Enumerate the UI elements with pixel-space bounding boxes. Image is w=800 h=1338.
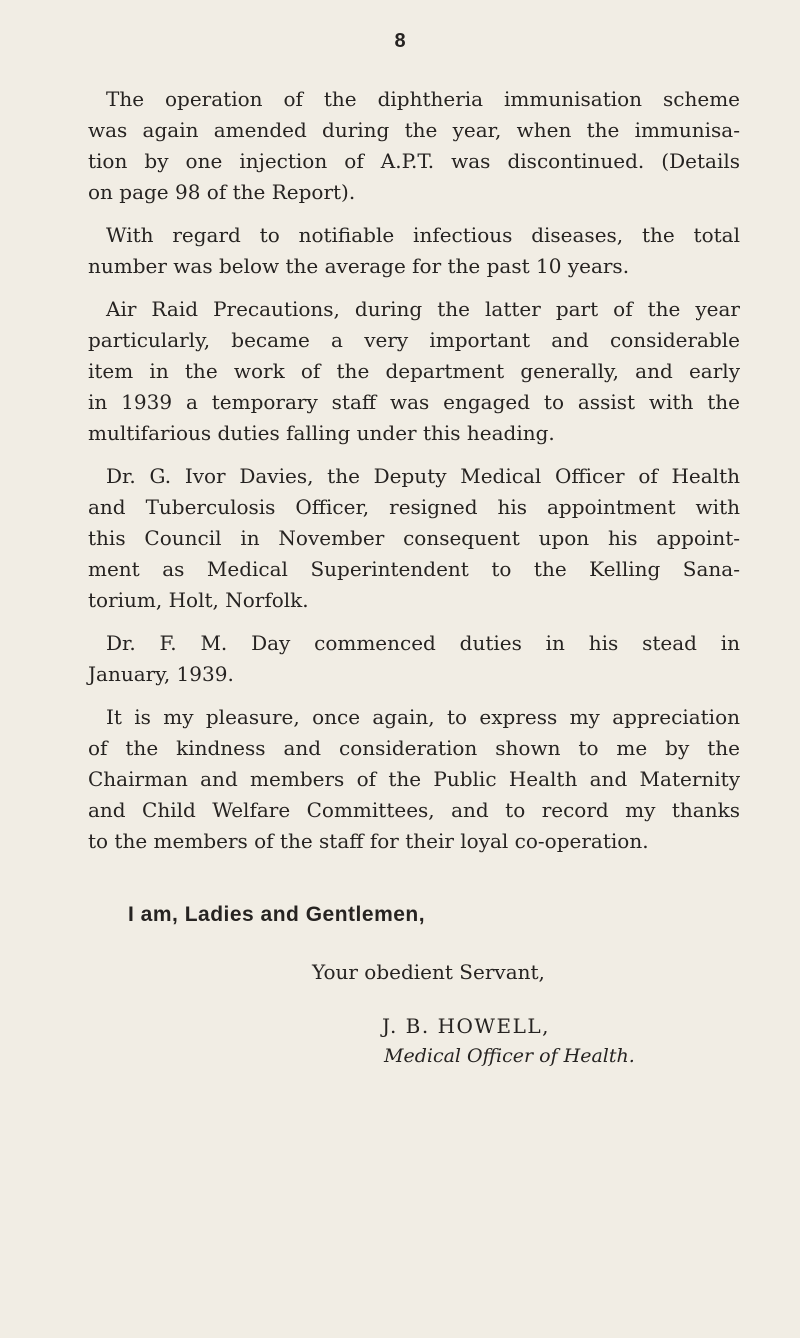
paragraph-air-raid-precautions [88,294,740,449]
text-line: this Council in November consequent upon his appoint- [88,526,740,550]
text-line: and Child Welfare Committees, and to record my thanks [88,798,740,822]
text-line: tion by one injection of A.P.T. was discontinued. (Details [88,149,740,173]
text-line: January, 1939. [88,662,234,686]
text-line: item in the work of the department generally, and early [88,359,740,383]
signature-title: Medical Officer of Health. [384,1045,635,1067]
text-line: particularly, became a very important and considerable [88,328,740,352]
text-line: Dr. F. M. Day commenced duties in his stead in [106,631,740,655]
text-line: Chairman and members of the Public Health and Maternity [88,767,740,791]
text-line: torium, Holt, Norfolk. [88,588,309,612]
text-line: on page 98 of the Report). [88,180,356,204]
text-line: It is my pleasure, once again, to express my appreciation [106,705,740,729]
text-line: number was below the average for the past 10 years. [88,254,630,278]
paragraph-new-appointment [88,628,740,690]
page-number: 8 [394,30,406,52]
text-line: to the members of the staff for their loyal co-operation. [88,829,649,853]
letter-body [88,84,740,869]
text-line: multifarious duties falling under this heading. [88,421,555,445]
paragraph-deputy-resignation [88,461,740,616]
paragraph-infectious-diseases [88,220,740,282]
valediction: Your obedient Servant, [312,960,545,984]
paragraph-appreciation [88,702,740,857]
text-line: and Tuberculosis Officer, resigned his appointment with [88,495,740,519]
paragraph-immunisation [88,84,740,208]
text-line: Air Raid Precautions, during the latter part of the year [106,297,740,321]
text-line: in 1939 a temporary staff was engaged to assist with the [88,390,740,414]
text-line: was again amended during the year, when the immunisa- [88,118,740,142]
text-line: ment as Medical Superintendent to the Kelling Sana- [88,557,740,581]
text-line: With regard to notifiable infectious diseases, the total [106,223,740,247]
closing-salutation: I am, Ladies and Gentlemen, [128,903,426,926]
signature-name: J. B. HOWELL, [382,1014,551,1038]
text-line: of the kindness and consideration shown to me by the [88,736,740,760]
text-line: Dr. G. Ivor Davies, the Deputy Medical Officer of Health [106,464,740,488]
text-line: The operation of the diphtheria immunisation scheme [106,87,740,111]
